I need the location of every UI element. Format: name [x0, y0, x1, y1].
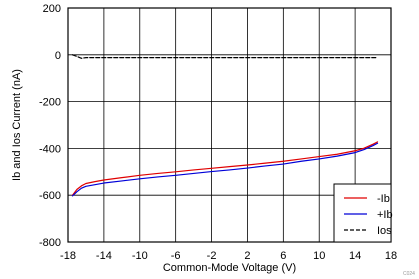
y-axis-title: Ib and Ios Current (nA): [11, 69, 23, 181]
legend-label-ios: Ios: [377, 225, 392, 237]
x-tick-label: -6: [170, 250, 181, 262]
y-tick-label: -800: [38, 237, 61, 249]
y-tick-label: -400: [38, 143, 61, 156]
y-tick-labels: [39, 3, 61, 249]
x-tick-labels: [60, 250, 397, 262]
y-tick-label: 0: [54, 49, 61, 62]
y-tick-label: -200: [38, 96, 61, 109]
y-tick-label: 200: [42, 3, 61, 15]
x-tick-label: 6: [280, 250, 287, 262]
chart-watermark: C024: [403, 271, 415, 277]
x-tick-label: 10: [313, 250, 326, 262]
y-tick-label: -600: [38, 190, 61, 203]
legend: [334, 184, 393, 242]
x-tick-label: 14: [348, 250, 362, 262]
x-axis-title: Common-Mode Voltage (V): [162, 262, 297, 274]
legend-label-pos-ib: +Ib: [377, 209, 393, 221]
x-tick-label: -10: [131, 250, 148, 262]
x-tick-label: 18: [384, 250, 398, 262]
x-tick-label: -14: [95, 250, 112, 262]
x-tick-label: 2: [244, 250, 251, 262]
x-tick-label: -2: [206, 250, 217, 262]
legend-label-neg-ib: -Ib: [377, 193, 390, 205]
x-tick-label: -18: [60, 250, 76, 262]
